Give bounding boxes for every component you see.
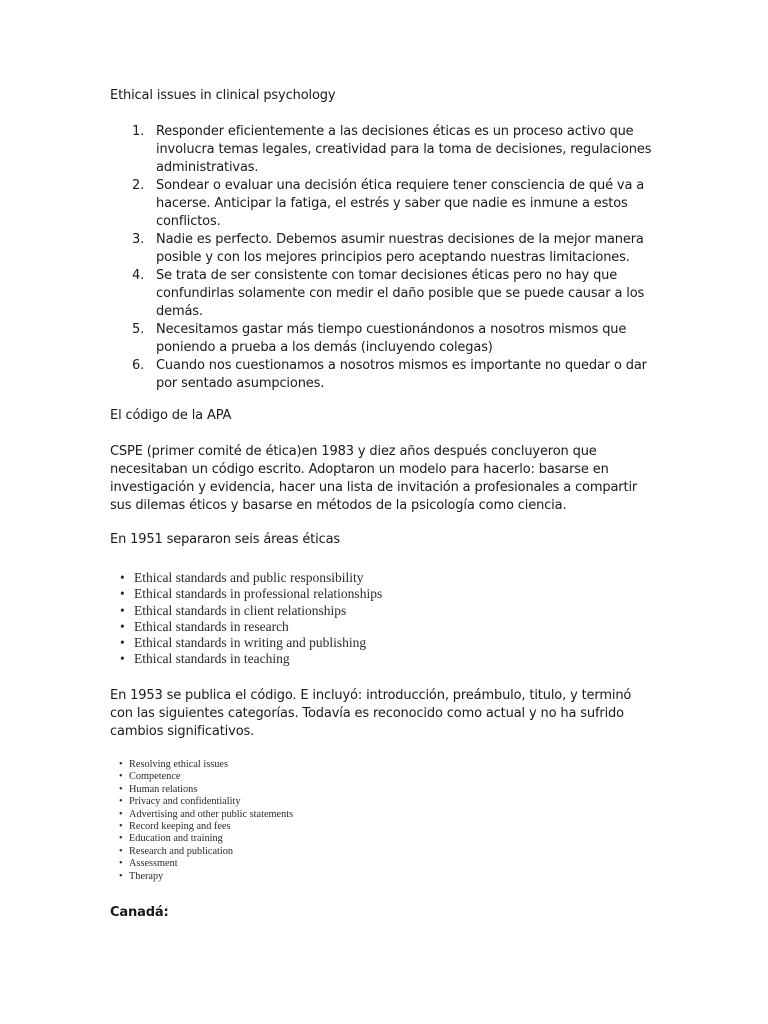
code-paragraph: En 1953 se publica el código. E incluyó: introducción, preámbulo, titulo, y terminó con las siguientes categorías. Todavía es reconocido como actual y no ha sufrido cambios significativos. [110, 688, 632, 739]
list-item [118, 619, 382, 635]
bullet-glyph: • [119, 870, 123, 882]
bullet-glyph: • [119, 771, 123, 783]
bullet-glyph: • [120, 635, 125, 651]
list-item-text: Assessment [129, 858, 178, 870]
list-item-text: Se trata de ser consistente con tomar decisiones éticas pero no hay que confundirlas solamente con medir el daño posible que se puede causar a los demás. [156, 268, 645, 319]
list-item [110, 177, 670, 231]
list-item-text: Ethical standards and public responsibility [134, 570, 364, 585]
list-item [118, 796, 293, 808]
list-item [118, 784, 293, 796]
list-item [118, 821, 293, 833]
bullet-glyph: • [119, 833, 123, 845]
list-item [110, 267, 670, 321]
list-item-text: Ethical standards in client relationships [134, 602, 347, 618]
list-item-text: Cuando nos cuestionamos a nosotros mismos es importante no quedar o dar por sentado asumpciones. [156, 358, 647, 391]
list-item [118, 635, 382, 651]
bullet-glyph: • [119, 796, 123, 808]
list-item-text: Resolving ethical issues [129, 759, 228, 770]
list-item-text: Nadie es perfecto. Debemos asumir nuestras decisiones de la mejor manera posible y con los mejores principios pero aceptando nuestras limitaciones. [156, 232, 644, 265]
apa-paragraph: CSPE (primer comité de ética)en 1983 y diez años después concluyeron que necesitaban un código escrito. Adoptaron un modelo para hacerlo: basarse en investigación y evidencia, hacer una lista de invitación a profesionales a compartir sus dilemas éticos y basarse en métodos de la psicología como ciencia. [110, 444, 638, 513]
list-item [110, 231, 670, 267]
list-item [118, 846, 293, 858]
list-item-text: Sondear o evaluar una decisión ética requiere tener consciencia de qué va a hacerse. Anticipar la fatiga, el estrés y saber que nadie es inmune a estos conflictos. [156, 178, 645, 229]
list-item [118, 651, 382, 667]
list-item [110, 123, 670, 177]
list-item-number: 2. [132, 178, 145, 193]
list-item-number: 4. [132, 268, 145, 283]
bullet-glyph: • [119, 759, 123, 770]
document-title: Ethical issues in clinical psychology [110, 88, 336, 103]
numbered-list [110, 123, 670, 393]
list-item-number: 6. [132, 358, 145, 373]
ethical-areas-list [118, 570, 382, 668]
list-item-text: Ethical standards in professional relationships [134, 586, 383, 602]
list-item-text: Necesitamos gastar más tiempo cuestionándonos a nosotros mismos que poniendo a prueba a los demás (incluyendo colegas) [156, 322, 627, 355]
list-item-text: Competence [129, 771, 181, 783]
list-item-text: Responder eficientemente a las decisiones éticas es un proceso activo que involucra temas legales, creatividad para la toma de decisiones, regulaciones administrativas. [156, 124, 652, 175]
list-item [118, 833, 293, 845]
bullet-glyph: • [119, 808, 123, 820]
list-item [110, 357, 670, 393]
list-item [118, 809, 293, 821]
list-item-text: Ethical standards in research [134, 618, 289, 634]
bullet-glyph: • [120, 651, 125, 667]
list-item [110, 321, 670, 357]
list-item-number: 5. [132, 322, 145, 337]
list-item-text: Therapy [129, 870, 164, 882]
bullet-glyph: • [119, 858, 123, 870]
list-item-text: Ethical standards in writing and publishing [134, 635, 367, 651]
list-item [118, 586, 382, 602]
list-item-text: Advertising and other public statements [129, 808, 294, 820]
list-item [118, 603, 382, 619]
list-item [118, 858, 293, 870]
list-item-text: Privacy and confidentiality [129, 796, 241, 808]
list-item [118, 570, 382, 586]
bullet-glyph: • [119, 783, 123, 795]
list-item-text: Human relations [129, 783, 198, 795]
list-item-text: Education and training [129, 833, 223, 845]
list-item-text: Research and publication [129, 845, 234, 857]
list-item [118, 759, 293, 771]
bullet-glyph: • [120, 618, 125, 634]
apa-heading: El código de la APA [110, 408, 232, 423]
bullet-glyph: • [120, 602, 125, 618]
bullet-glyph: • [119, 845, 123, 857]
areas-heading: En 1951 separaron seis áreas éticas [110, 532, 341, 547]
list-item-number: 3. [132, 232, 145, 247]
bullet-glyph: • [119, 821, 123, 833]
list-item [118, 771, 293, 783]
list-item-text: Ethical standards in teaching [134, 651, 290, 667]
code-categories-list [118, 759, 293, 883]
list-item [118, 871, 293, 883]
list-item-number: 1. [132, 124, 145, 139]
bullet-glyph: • [120, 570, 125, 585]
bullet-glyph: • [120, 586, 125, 602]
canada-heading: Canadá: [110, 905, 169, 920]
list-item-text: Record keeping and fees [129, 821, 231, 833]
